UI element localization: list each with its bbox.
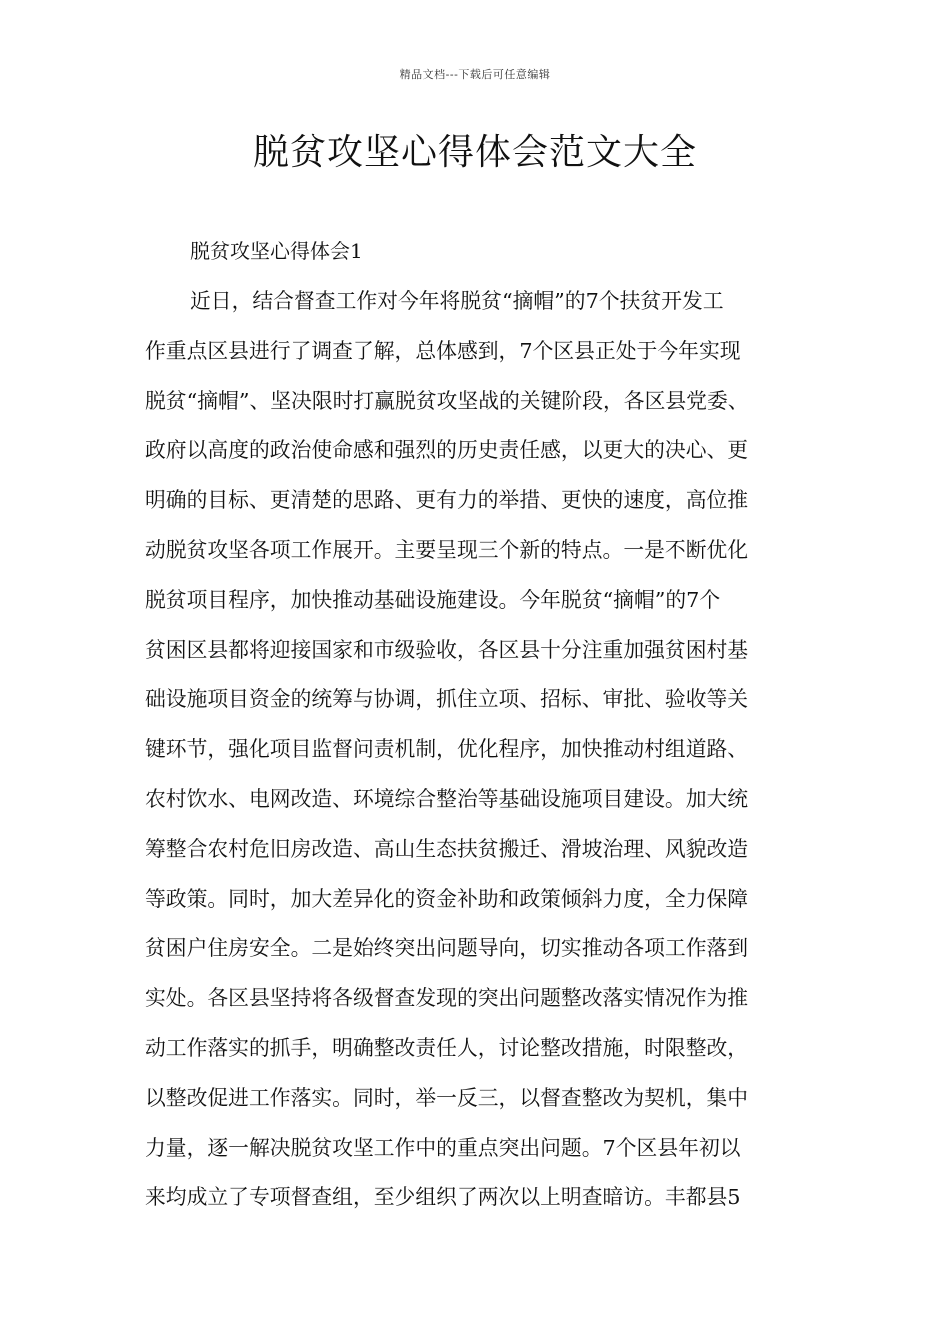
paragraph-line: 农村饮水、电网改造、环境综合整治等基础设施项目建设。加大统: [145, 786, 749, 811]
paragraph-line: 力量，逐一解决脱贫攻坚工作中的重点突出问题。7个区县年初以: [145, 1135, 741, 1160]
paragraph-line: 以整改促进工作落实。同时，举一反三，以督查整改为契机，集中: [145, 1085, 749, 1110]
paragraph-line: 贫困户住房安全。二是始终突出问题导向，切实推动各项工作落到: [145, 936, 749, 961]
paragraph-line: 脱贫“摘帽”、坚决限时打赢脱贫攻坚战的关键阶段，各区县党委、: [145, 388, 749, 413]
paragraph-line: 明确的目标、更清楚的思路、更有力的举措、更快的速度，高位推: [145, 488, 749, 513]
paragraph-line: 实处。各区县坚持将各级督查发现的突出问题整改落实情况作为推: [145, 986, 749, 1011]
header-note: 精品文档---下载后可任意编辑: [399, 68, 551, 81]
paragraph-line: 政府以高度的政治使命感和强烈的历史责任感，以更大的决心、更: [145, 438, 749, 463]
paragraph-line: 近日，结合督查工作对今年将脱贫“摘帽”的7个扶贫开发工: [190, 289, 724, 313]
paragraph-line: 贫困区县都将迎接国家和市级验收，各区县十分注重加强贫困村基: [145, 637, 749, 662]
paragraph-line: 动工作落实的抓手，明确整改责任人，讨论整改措施，时限整改，: [145, 1035, 749, 1060]
body-paragraph: [145, 286, 825, 1232]
paragraph-line: 筹整合农村危旧房改造、高山生态扶贫搬迁、滑坡治理、风貌改造: [145, 836, 749, 861]
paragraph-line: 键环节，强化项目监督问责机制，优化程序，加快推动村组道路、: [145, 737, 749, 762]
paragraph-line: 来均成立了专项督查组，至少组织了两次以上明查暗访。丰都县5: [145, 1185, 741, 1210]
paragraph-line: 作重点区县进行了调查了解，总体感到，7个区县正处于今年实现: [145, 338, 741, 363]
paragraph-line: 等政策。同时，加大差异化的资金补助和政策倾斜力度，全力保障: [145, 886, 749, 911]
paragraph-line: 动脱贫攻坚各项工作展开。主要呈现三个新的特点。一是不断优化: [145, 537, 749, 562]
document-title: 脱贫攻坚心得体会范文大全: [252, 132, 697, 173]
paragraph-line: 础设施项目资金的统筹与协调，抓住立项、招标、审批、验收等关: [145, 687, 749, 712]
paragraph-line: 脱贫项目程序，加快推动基础设施建设。今年脱贫“摘帽”的7个: [145, 587, 721, 612]
section-heading: 脱贫攻坚心得体会1: [190, 239, 363, 263]
